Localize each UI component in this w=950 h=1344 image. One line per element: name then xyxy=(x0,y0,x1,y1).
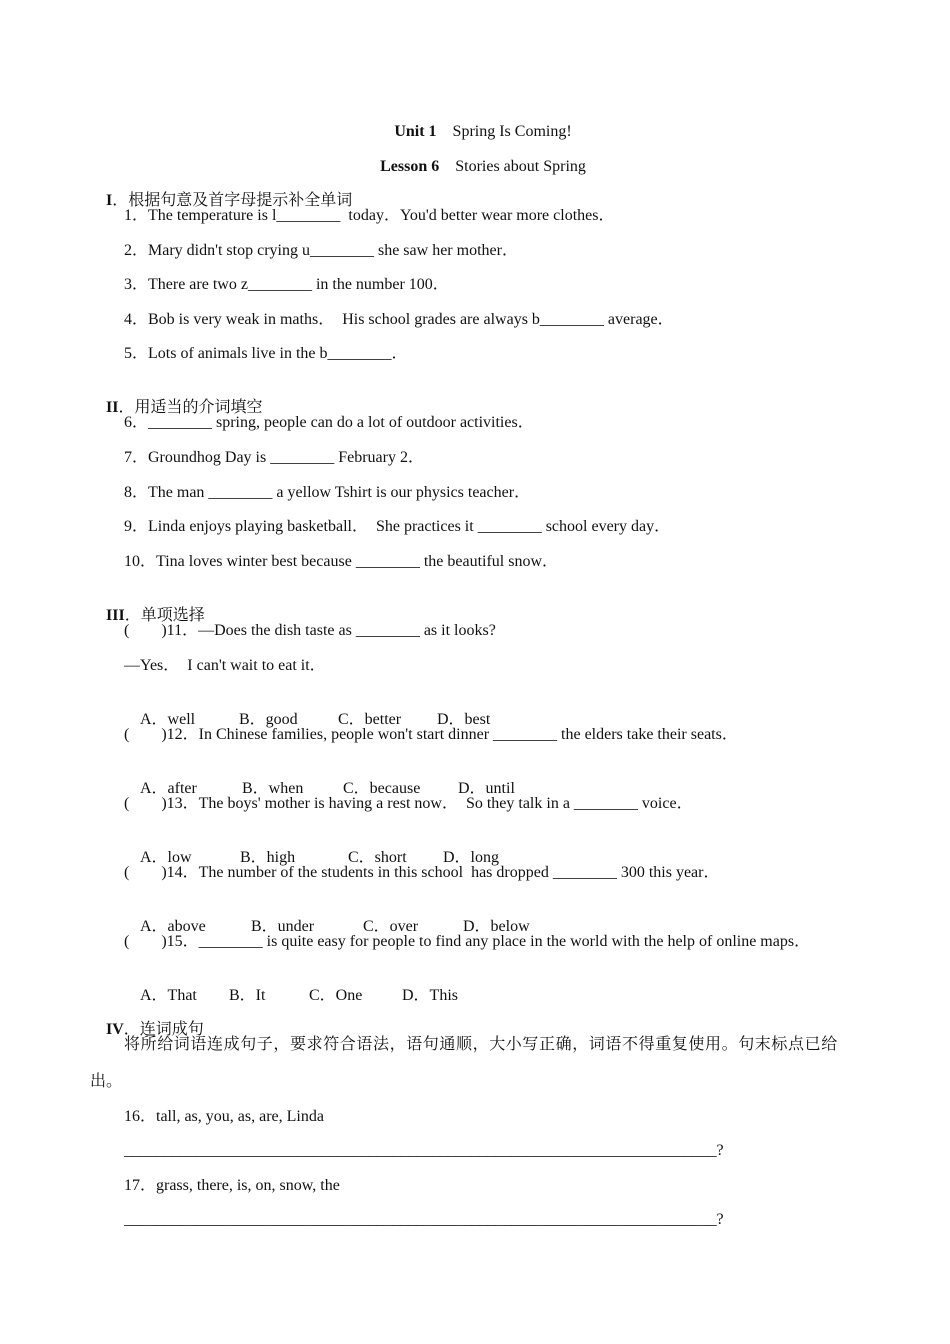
question-9: 9．Linda enjoys playing basketball． She practices it ________ school every day． xyxy=(124,518,671,535)
option-c[interactable]: C．short xyxy=(348,849,407,866)
section-2-number: II xyxy=(106,399,119,416)
option-a[interactable]: A．well xyxy=(140,711,196,728)
question-14: ( )14．The number of the students in this school has dropped ________ 300 this year． xyxy=(124,864,720,881)
option-c[interactable]: C．over xyxy=(363,918,419,935)
option-c[interactable]: C．because xyxy=(343,780,421,797)
instructions: 将所给词语连成句子，要求符合语法，语句通顺，大小写正确，词语不得重复使用。句末标点已给 xyxy=(124,1036,838,1053)
section-4-title: ．连词成句 xyxy=(123,1021,204,1038)
section-1-title: ．根据句意及首字母提示补全单词 xyxy=(112,192,353,209)
question-2: 2．Mary didn't stop crying u________ she saw her mother． xyxy=(124,242,518,259)
question-17: 17．grass, there, is, on, snow, the xyxy=(124,1177,340,1194)
question-4: 4．Bob is very weak in maths． His school grades are always b________ average． xyxy=(124,311,674,328)
option-a[interactable]: A．That xyxy=(140,987,197,1004)
section-3-number: III xyxy=(106,607,125,624)
option-a[interactable]: A．above xyxy=(140,918,206,935)
section-4-number: IV xyxy=(106,1021,124,1038)
section-1-number: I xyxy=(106,192,113,209)
question-1: 1．The temperature is l________ today．You'd better wear more clothes． xyxy=(124,207,615,224)
question-10: 10．Tina loves winter best because ________ the beautiful snow． xyxy=(124,553,559,570)
question-13: ( )13．The boys' mother is having a rest now． So they talk in a ________ voice． xyxy=(124,795,693,812)
option-a[interactable]: A．low xyxy=(140,849,192,866)
option-a[interactable]: A．after xyxy=(140,780,197,797)
question-12: ( )12．In Chinese families, people won't start dinner ________ the elders take their seats． xyxy=(124,726,738,743)
option-d[interactable]: D．This xyxy=(402,987,459,1004)
option-d[interactable]: D．until xyxy=(458,780,515,797)
option-b[interactable]: B．It xyxy=(229,987,266,1004)
option-b[interactable]: B．when xyxy=(242,780,304,797)
unit-label: Unit 1 xyxy=(394,123,437,140)
answer-line-16[interactable]: ___________________________________________________________________________? xyxy=(124,1142,724,1159)
question-11: ( )11．—Does the dish taste as ________ as it looks? xyxy=(124,622,496,639)
option-d[interactable]: D．long xyxy=(443,849,500,866)
option-c[interactable]: C．One xyxy=(309,987,363,1004)
question-15: ( )15．________ is quite easy for people to find any place in the world with the help of online maps． xyxy=(124,933,811,950)
option-b[interactable]: B．good xyxy=(239,711,298,728)
unit-name: Spring Is Coming! xyxy=(452,123,572,140)
question-7: 7．Groundhog Day is ________ February 2． xyxy=(124,449,424,466)
question-11-response: —Yes． I can't wait to eat it． xyxy=(124,657,326,674)
question-6: 6．________ spring, people can do a lot of outdoor activities． xyxy=(124,414,534,431)
question-5: 5．Lots of animals live in the b________． xyxy=(124,345,408,362)
option-d[interactable]: D．best xyxy=(437,711,491,728)
lesson-name: Stories about Spring xyxy=(455,158,586,175)
question-8: 8．The man ________ a yellow Tshirt is our physics teacher． xyxy=(124,484,531,501)
answer-line-17[interactable]: ___________________________________________________________________________? xyxy=(124,1211,724,1228)
lesson-label: Lesson 6 xyxy=(380,158,440,175)
option-b[interactable]: B．under xyxy=(251,918,315,935)
question-3: 3．There are two z________ in the number 100． xyxy=(124,276,449,293)
section-3-title: ．单项选择 xyxy=(124,607,205,624)
option-b[interactable]: B．high xyxy=(240,849,296,866)
option-c[interactable]: C．better xyxy=(338,711,402,728)
section-2-title: ．用适当的介词填空 xyxy=(118,399,263,416)
option-d[interactable]: D．below xyxy=(463,918,530,935)
instructions-continued: 出。 xyxy=(90,1073,123,1090)
question-16: 16．tall, as, you, as, are, Linda xyxy=(124,1108,324,1125)
